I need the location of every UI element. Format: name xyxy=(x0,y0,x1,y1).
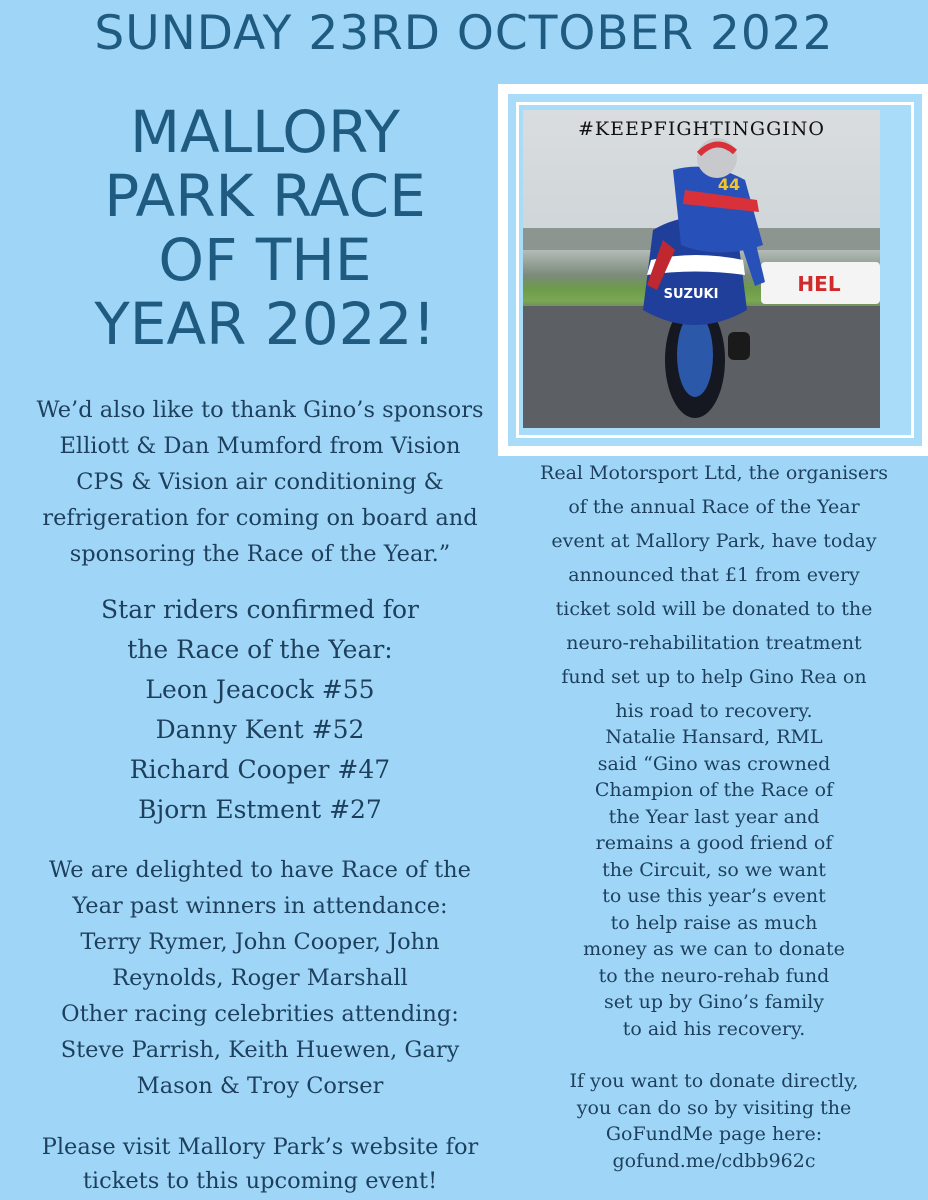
text-line: Other racing celebrities attending: xyxy=(61,1001,459,1027)
text-line: Reynolds, Roger Marshall xyxy=(112,965,408,991)
event-date: SUNDAY 23RD OCTOBER 2022 xyxy=(94,6,834,61)
text-line: Star riders confirmed for xyxy=(101,595,419,624)
text-line: sponsoring the Race of the Year.” xyxy=(69,541,451,567)
text-line: of the annual Race of the Year xyxy=(568,496,860,518)
text-line: to the neuro-rehab fund xyxy=(598,964,830,987)
visit-website xyxy=(10,1130,510,1198)
text-line: money as we can to donate xyxy=(583,938,845,960)
rider-photo xyxy=(523,110,880,428)
text-line: his road to recovery. xyxy=(615,700,813,722)
text-line: event at Mallory Park, have today xyxy=(551,530,877,552)
text-line: said “Gino was crowned xyxy=(597,752,831,775)
rider-item: Leon Jeacock #55 xyxy=(145,675,375,704)
photo-frame xyxy=(498,84,928,456)
sponsor-text: SUZUKI xyxy=(663,287,719,302)
sponsor-thanks xyxy=(10,392,510,572)
donate-info xyxy=(510,1068,918,1174)
text-line: remains a good friend of xyxy=(595,832,833,854)
text-line: Mason & Troy Corser xyxy=(136,1073,384,1099)
text-line: ticket sold will be donated to the xyxy=(555,598,873,620)
hashtag: #KEEPFIGHTINGGINO xyxy=(578,118,825,140)
text-line: the Race of the Year: xyxy=(127,635,393,664)
text-line: Natalie Hansard, RML xyxy=(605,726,823,748)
text-line: fund set up to help Gino Rea on xyxy=(561,666,867,688)
star-riders xyxy=(10,590,510,830)
headline xyxy=(20,100,510,356)
gofundme-link[interactable]: gofund.me/cdbb962c xyxy=(612,1149,816,1172)
wheel-rim xyxy=(677,313,713,397)
text-line: Steve Parrish, Keith Huewen, Gary xyxy=(60,1037,460,1063)
bike-number: 44 xyxy=(717,175,741,194)
headline-line: MALLORY xyxy=(130,98,400,166)
text-line: set up by Gino’s family xyxy=(603,991,825,1013)
motorcycle-illustration xyxy=(523,110,880,428)
quote xyxy=(510,724,918,1042)
announcement xyxy=(510,456,918,728)
text-line: GoFundMe page here: xyxy=(605,1123,823,1145)
text-line: neuro-rehabilitation treatment xyxy=(566,632,862,654)
text-line: Please visit Mallory Park’s website for xyxy=(41,1134,479,1160)
text-line: to aid his recovery. xyxy=(622,1017,806,1040)
text-line: refrigeration for coming on board and xyxy=(42,505,478,531)
advert-text: HEL xyxy=(797,272,841,296)
headline-line: YEAR 2022! xyxy=(94,290,436,358)
rider-item: Danny Kent #52 xyxy=(155,715,365,744)
text-line: We’d also like to thank Gino’s sponsors xyxy=(36,397,484,423)
text-line: tickets to this upcoming event! xyxy=(82,1168,438,1194)
past-winners xyxy=(10,852,510,1104)
headline-line: OF THE xyxy=(158,226,372,294)
text-line: If you want to donate directly, xyxy=(569,1070,859,1092)
headline-line: PARK RACE xyxy=(104,162,426,230)
text-line: the Year last year and xyxy=(608,805,820,828)
text-line: to use this year’s event xyxy=(602,885,826,907)
text-line: Real Motorsport Ltd, the organisers xyxy=(540,462,888,484)
rider-item: Richard Cooper #47 xyxy=(129,755,391,784)
text-line: Elliott & Dan Mumford from Vision xyxy=(59,433,461,459)
text-line: Year past winners in attendance: xyxy=(72,893,448,919)
text-line: you can do so by visiting the xyxy=(576,1096,852,1119)
rider-item: Bjorn Estment #27 xyxy=(138,795,382,824)
text-line: CPS & Vision air conditioning & xyxy=(76,469,444,495)
text-line: Terry Rymer, John Cooper, John xyxy=(80,929,440,955)
text-line: Champion of the Race of xyxy=(594,779,834,801)
text-line: We are delighted to have Race of the xyxy=(49,857,471,883)
text-line: announced that £1 from every xyxy=(568,564,860,586)
text-line: the Circuit, so we want xyxy=(602,858,826,881)
exhaust xyxy=(728,332,750,360)
text-line: to help raise as much xyxy=(610,911,818,934)
